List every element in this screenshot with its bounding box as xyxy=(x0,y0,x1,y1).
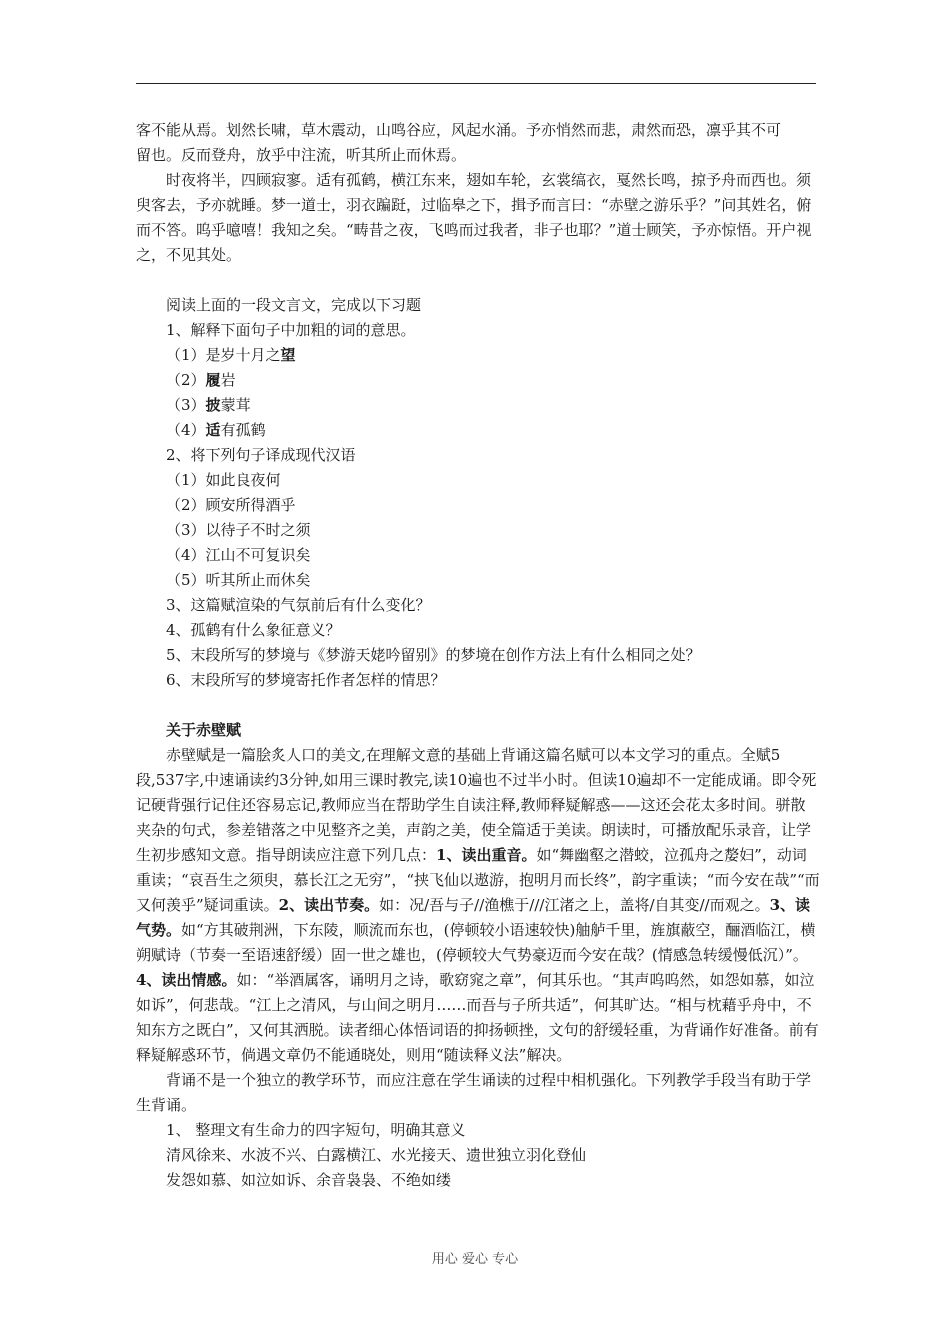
question-2: 2、将下列句子译成现代汉语 xyxy=(166,446,356,464)
q2-item: （5）听其所止而休矣 xyxy=(166,571,311,589)
section-heading: 关于赤壁赋 xyxy=(166,721,242,739)
list-line: 发怨如慕、如泣如诉、余音袅袅、不绝如缕 xyxy=(166,1171,452,1189)
list-line: 清风徐来、水波不兴、白露横江、水光接天、遗世独立羽化登仙 xyxy=(166,1146,587,1164)
passage-line: 客不能从焉。划然长啸，草木震动，山鸣谷应，风起水涌。予亦悄然而悲，肃然而恐，凛乎其不可 xyxy=(136,121,782,139)
page-content xyxy=(136,118,820,1193)
header-rule xyxy=(136,83,816,84)
list-item: 1、 整理文有生命力的四字短句，明确其意义 xyxy=(166,1121,466,1139)
passage-paragraph: 时夜将半，四顾寂寥。适有孤鹤，横江东来，翅如车轮，玄裳缟衣，戛然长鸣，掠予舟而西也。须臾客去，予亦就睡。梦一道士，羽衣蹁跹，过临皋之下，揖予而言曰：“赤壁之游乐乎？”问其姓名，俯而不答。呜乎噫嘻！我知之矣。“畴昔之夜，飞鸣而过我者，非子也耶？”道士顾笑，予亦惊悟。开户视之，不见其处。 xyxy=(136,171,812,264)
page-footer: 用心 爱心 专心 xyxy=(431,1252,519,1267)
about-paragraph: 赤壁赋是一篇脍炙人口的美文,在理解文意的基础上背诵这篇名赋可以本文学习的重点。全赋5段,537字,中速诵读约3分钟,如用三课时教完,读10遍也不过半小时。但读10遍却不一定能成诵。即令死记硬背强行记住还容易忘记,教师应当在帮助学生自读注释,教师释疑解惑——这还会花太多时间。骈散夹杂的句式，参差错落之中见整齐之美，声韵之美，使全篇适于美读。朗读时，可播放配乐录音，让学生初步感知文意。指导朗读应注意下列几点：1、读出重音。如“舞幽壑之潜蛟，泣孤舟之嫠妇”，动词重读；“哀吾生之须臾，慕长江之无穷”，“挟飞仙以遨游，抱明月而长终”，韵字重读；“而今安在哉”“而又何羡乎”疑词重读。2、读出节奏。如：况/吾与子//渔樵于///江渚之上，盖将/自其变//而观之。3、读气势。如“方其破荆洲，下东陵，顺流而东也，(停顿较小语速较快)舳舻千里，旌旗蔽空，酾酒临江，横朔赋诗（节奏一至语速舒缓）固一世之雄也，(停顿较大气势豪迈而今安在哉？(情感急转缓慢低沉）”。4、读出情感。如：“举酒属客，诵明月之诗，歌窈窕之章”，何其乐也。“其声呜呜然，如怨如慕，如泣如诉”，何悲哉。“江上之清风，与山间之明月……而吾与子所共适”，何其旷达。“相与枕藉乎舟中，不知东方之既白”，又何其洒脱。读者细心体悟词语的抑扬顿挫，文句的舒缓轻重，为背诵作好准备。前有释疑解惑环节，倘遇文章仍不能通晓处，则用“随读释义法”解决。 xyxy=(136,746,820,1064)
passage-line: 留也。反而登舟，放乎中注流，听其所止而休焉。 xyxy=(136,146,467,164)
question-1: 1、解释下面句子中加粗的词的意思。 xyxy=(166,321,416,339)
q2-item: （4）江山不可复识矣 xyxy=(166,546,311,564)
q2-item: （2）顾安所得酒乎 xyxy=(166,496,296,514)
q1-item: （4）适有孤鹤 xyxy=(166,421,266,439)
q1-item: （2）履岩 xyxy=(166,371,236,389)
question-3: 3、这篇赋渲染的气氛前后有什么变化？ xyxy=(166,596,431,614)
q2-item: （1）如此良夜何 xyxy=(166,471,281,489)
q1-item: （1）是岁十月之望 xyxy=(166,346,296,364)
question-4: 4、孤鹤有什么象征意义？ xyxy=(166,621,341,639)
about-paragraph-2: 背诵不是一个独立的教学环节，而应注意在学生诵读的过程中相机强化。下列教学手段当有助于学生背诵。 xyxy=(136,1071,812,1114)
q2-item: （3）以待子不时之须 xyxy=(166,521,311,539)
question-5: 5、末段所写的梦境与《梦游天姥吟留别》的梦境在创作方法上有什么相同之处？ xyxy=(166,646,701,664)
question-6: 6、末段所写的梦境寄托作者怎样的情思？ xyxy=(166,671,446,689)
exercise-intro: 阅读上面的一段文言文，完成以下习题 xyxy=(166,296,422,314)
q1-item: （3）披蒙茸 xyxy=(166,396,251,414)
